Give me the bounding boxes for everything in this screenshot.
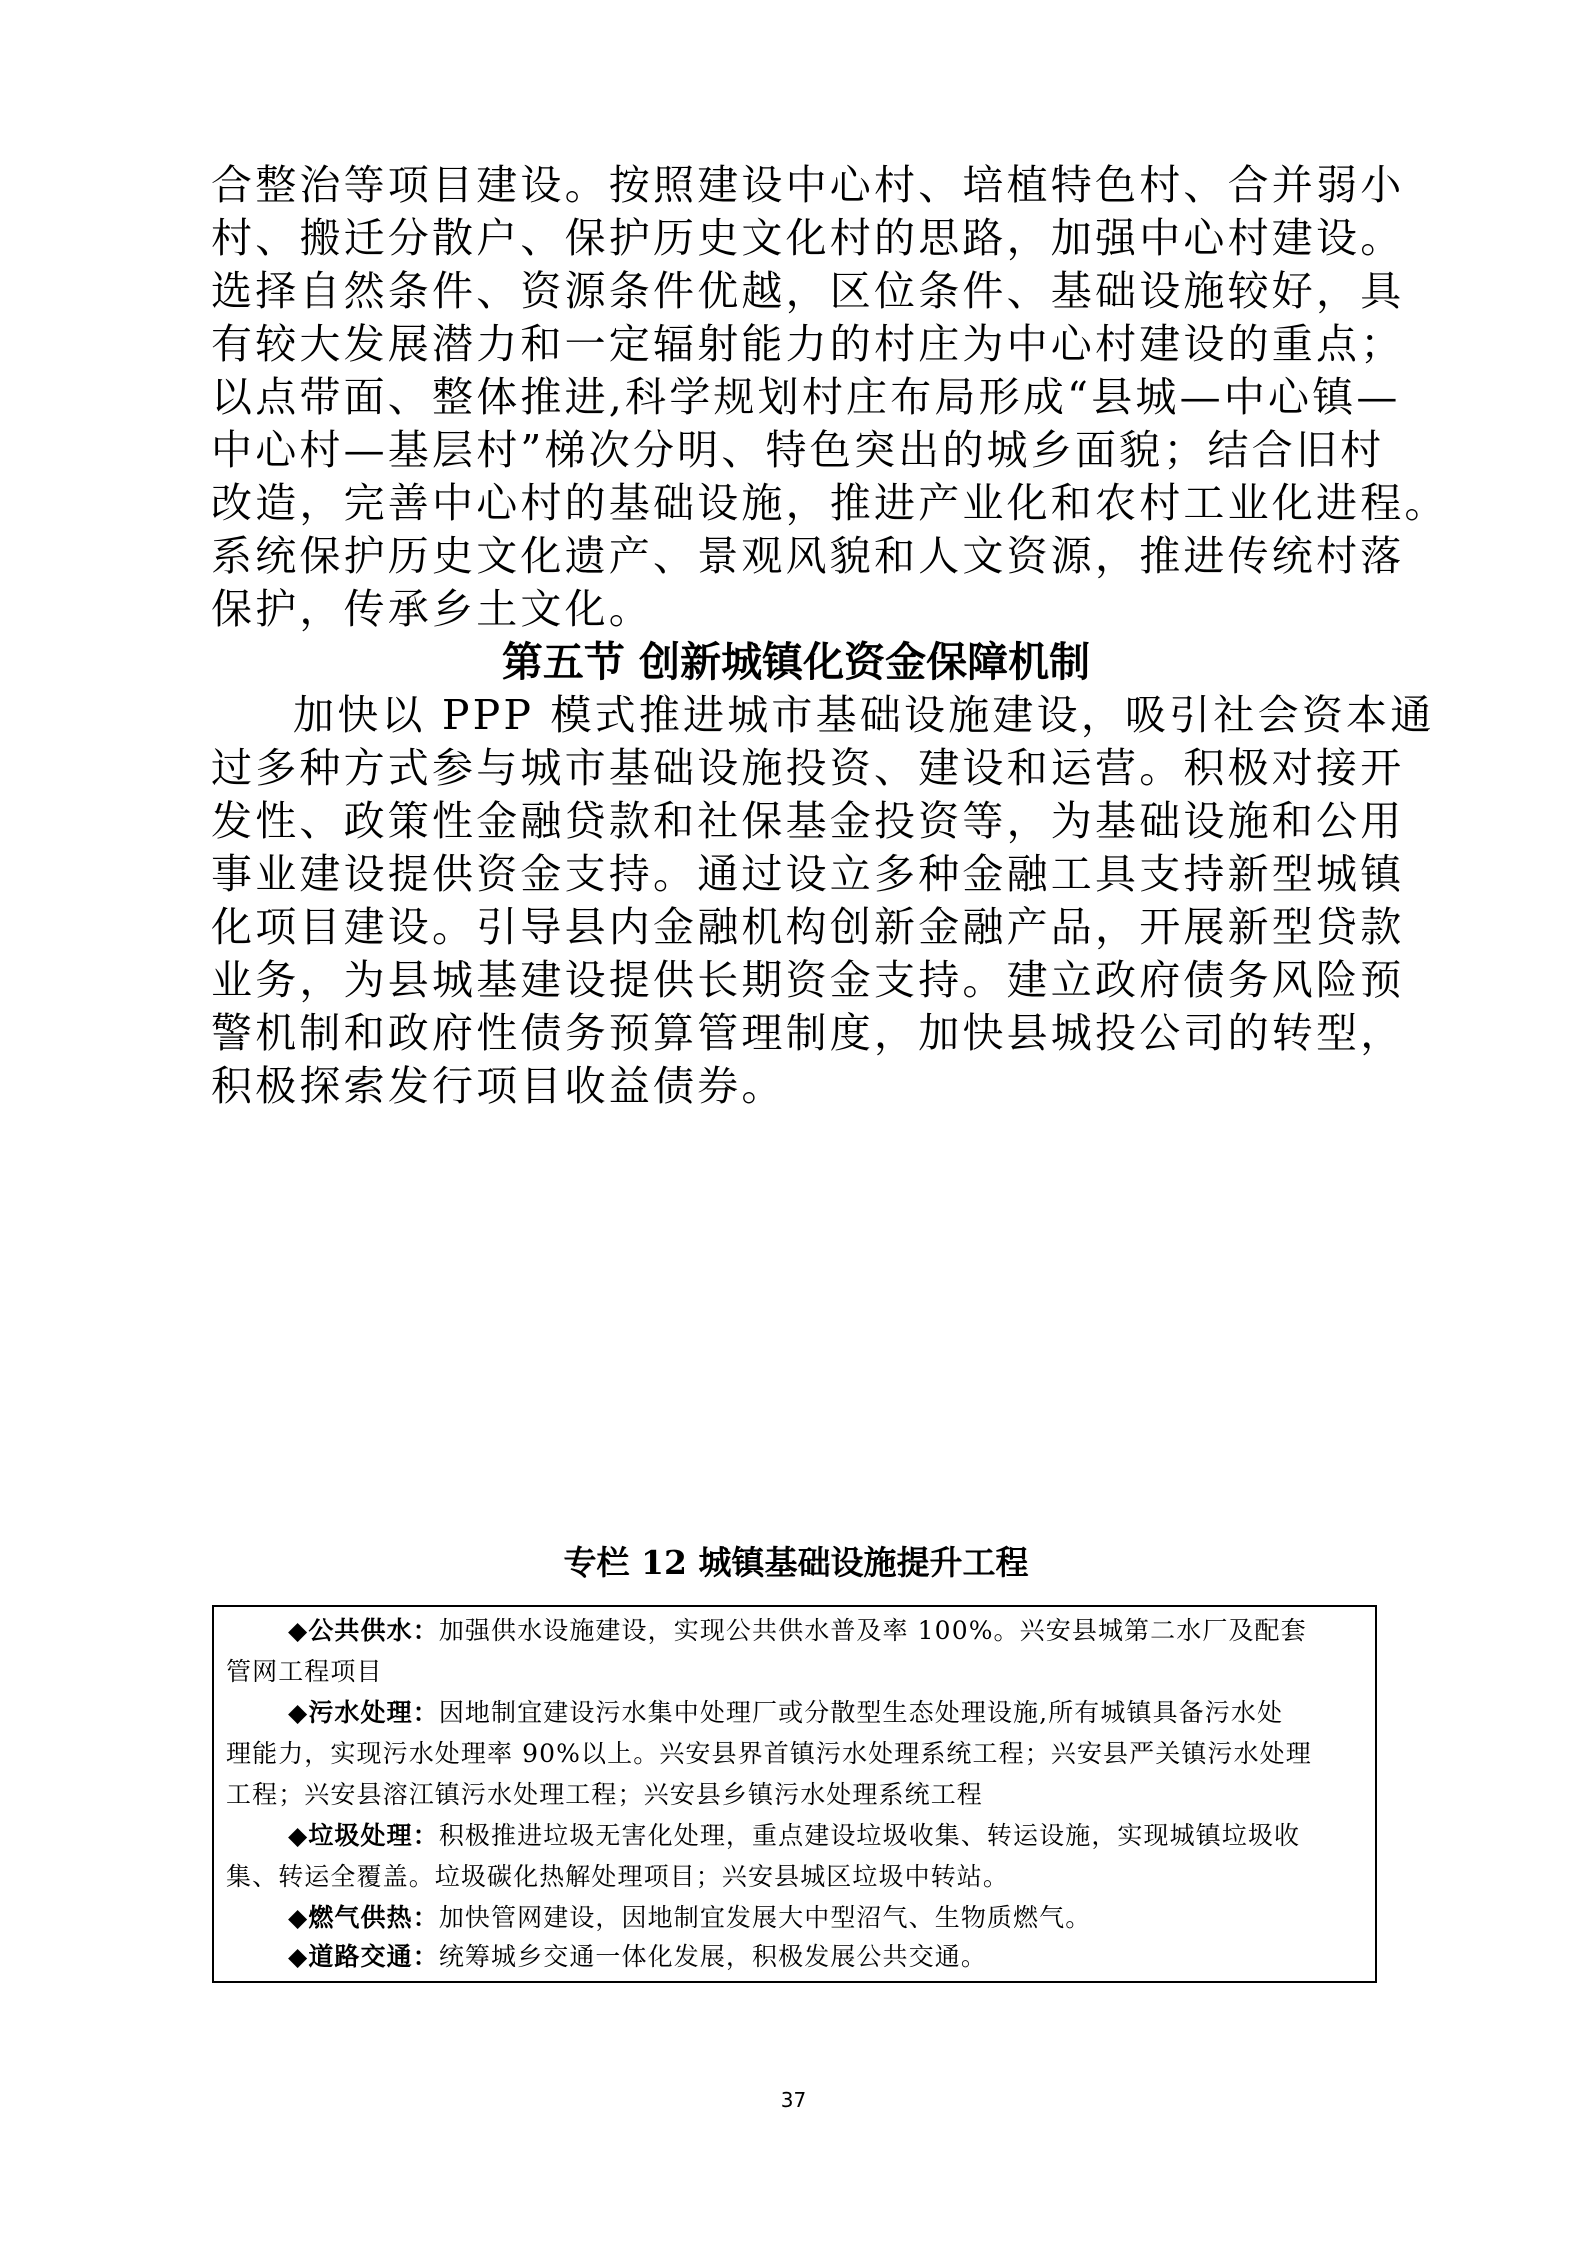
- box-item-text: 因地制宜建设污水集中处理厂或分散型生态处理设施,所有城镇具备污水处: [438, 1698, 1284, 1727]
- paragraph-line: 改造，完善中心村的基础设施，推进产业化和农村工业化进程。: [211, 479, 1449, 527]
- paragraph-line: 过多种方式参与城市基础设施投资、建设和运营。积极对接开: [211, 744, 1405, 792]
- box-item-road-traffic: [288, 1941, 987, 1973]
- paragraph-line: 加快以 PPP 模式推进城市基础设施建设，吸引社会资本通: [293, 691, 1435, 739]
- paragraph-line: 有较大发展潜力和一定辐射能力的村庄为中心村建设的重点；: [211, 320, 1405, 368]
- paragraph-line: 警机制和政府性债务预算管理制度，加快县城投公司的转型，: [211, 1009, 1405, 1057]
- paragraph-line: 以点带面、整体推进,科学规划村庄布局形成“县城—中心镇—: [211, 373, 1401, 421]
- paragraph-line: 选择自然条件、资源条件优越，区位条件、基础设施较好，具: [211, 267, 1405, 315]
- box-item-water-supply: [288, 1615, 1307, 1647]
- paragraph-line: 事业建设提供资金支持。通过设立多种金融工具支持新型城镇: [211, 850, 1405, 898]
- box-item-text: 统筹城乡交通一体化发展，积极发展公共交通。: [438, 1942, 987, 1971]
- box-item-text: 积极推进垃圾无害化处理，重点建设垃圾收集、转运设施，实现城镇垃圾收: [438, 1821, 1301, 1850]
- box-item-garbage: [288, 1820, 1300, 1852]
- box-title: 专栏 12 城镇基础设施提升工程: [563, 1543, 1029, 1582]
- box-item-label: ◆垃圾处理：: [288, 1821, 439, 1850]
- page-number: 37: [780, 2088, 807, 2112]
- box-item-continuation: 管网工程项目: [226, 1657, 383, 1686]
- paragraph-line: 系统保护历史文化遗产、景观风貌和人文资源，推进传统村落: [211, 532, 1405, 580]
- box-item-label: ◆公共供水：: [288, 1616, 439, 1645]
- box-item-label: ◆污水处理：: [288, 1698, 439, 1727]
- box-item-label: ◆燃气供热：: [288, 1903, 439, 1932]
- paragraph-line: 合整治等项目建设。按照建设中心村、培植特色村、合并弱小: [211, 161, 1405, 209]
- box-item-label: ◆道路交通：: [288, 1942, 439, 1971]
- box-item-text: 加强供水设施建设，实现公共供水普及率 100%。兴安县城第二水厂及配套: [438, 1616, 1307, 1645]
- box-item-sewage: [288, 1697, 1283, 1729]
- paragraph-line: 中心村—基层村”梯次分明、特色突出的城乡面貌；结合旧村: [211, 426, 1385, 474]
- paragraph-line: 业务，为县城基建设提供长期资金支持。建立政府债务风险预: [211, 956, 1405, 1004]
- box-item-continuation: 理能力，实现污水处理率 90%以上。兴安县界首镇污水处理系统工程；兴安县严关镇污水处理: [226, 1739, 1312, 1768]
- info-box: [212, 1605, 1377, 1983]
- section-heading: 第五节 创新城镇化资金保障机制: [501, 638, 1091, 686]
- box-item-continuation: 集、转运全覆盖。垃圾碳化热解处理项目；兴安县城区垃圾中转站。: [226, 1862, 1010, 1891]
- paragraph-line: 村、搬迁分散户、保护历史文化村的思路，加强中心村建设。: [211, 214, 1405, 262]
- box-item-text: 加快管网建设，因地制宜发展大中型沼气、生物质燃气。: [438, 1903, 1092, 1932]
- paragraph-line: 积极探索发行项目收益债券。: [211, 1062, 786, 1110]
- paragraph-line: 化项目建设。引导县内金融机构创新金融产品，开展新型贷款: [211, 903, 1405, 951]
- box-item-continuation: 工程；兴安县溶江镇污水处理工程；兴安县乡镇污水处理系统工程: [226, 1780, 983, 1809]
- paragraph-line: 发性、政策性金融贷款和社保基金投资等，为基础设施和公用: [211, 797, 1405, 845]
- paragraph-line: 保护，传承乡土文化。: [211, 585, 653, 633]
- box-item-gas-heating: [288, 1902, 1091, 1934]
